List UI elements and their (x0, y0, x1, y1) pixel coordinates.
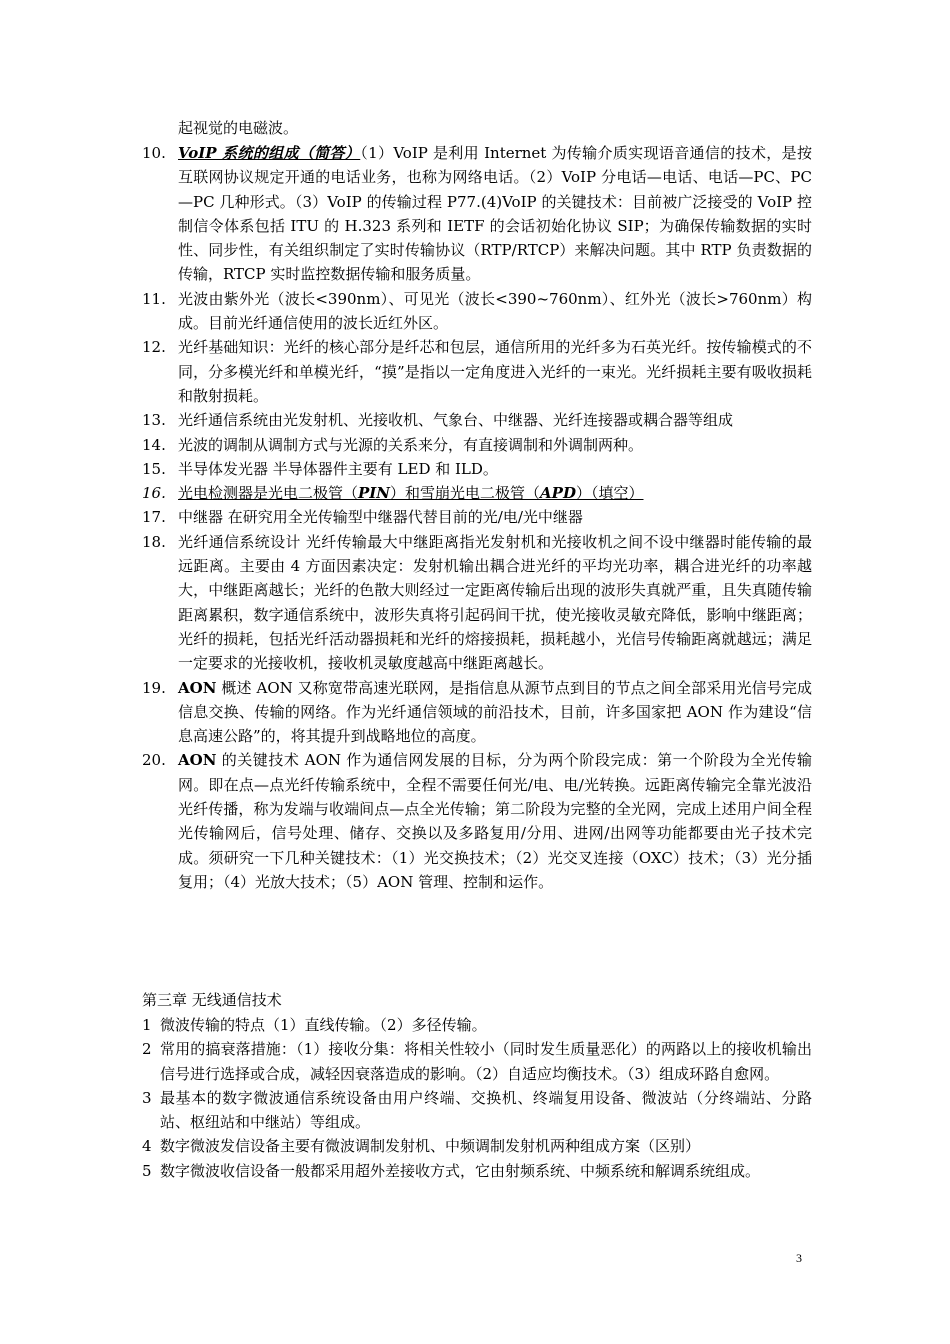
item-text: 最基本的数字微波通信系统设备由用户终端、交换机、终端复用设备、微波站（分终端站、分路站、枢纽站和中继站）等组成。 (160, 1088, 812, 1132)
item-number: 14. (142, 435, 166, 454)
list-item (142, 433, 812, 457)
item-text: 光纤基础知识：光纤的核心部分是纤芯和包层，通信所用的光纤多为石英光纤。按传输模式的不同，分多模光纤和单模光纤，“摸”是指以一定角度进入光纤的一束光。光纤损耗主要有吸收损耗和散射损耗。 (178, 338, 812, 405)
item-number: 12. (142, 338, 166, 357)
item-number: 4 (142, 1137, 152, 1156)
pin-term: PIN (358, 484, 391, 503)
item-number: 5 (142, 1161, 152, 1180)
item-text: 微波传输的特点（1）直线传输。（2）多径传输。 (160, 1016, 487, 1034)
item-text: 概述 AON 又称宽带高速光联网，是指信息从源节点到目的节点之间全部采用光信号完成信息交换、传输的网络。作为光纤通信领域的前沿技术，目前，许多国家把 AON 作为建设“信息高速公路”的，将其提升到战略地位的高度。 (178, 678, 812, 746)
item-number: 10. (142, 144, 166, 162)
page-number: 3 (796, 1251, 802, 1265)
item-heading: VoIP 系统的组成（简答） (178, 144, 361, 162)
list-item (142, 408, 812, 432)
item-heading: AON (178, 678, 217, 697)
list-item (142, 1086, 812, 1135)
item-number: 19. (142, 678, 166, 697)
list-item (142, 481, 812, 505)
item-text: 光纤通信系统设计 光纤传输最大中继距离指光发射机和光接收机之间不设中继器时能传输的最远距离。主要由 4 方面因素决定：发射机输出耦合进光纤的平均光功率，耦合进光纤的功率越大，中继距离越长；光纤的色散大则经过一定距离传输后出现的波形失真就严重，且失真随传输距离累积，数字通信系统中，波形失真将引起码间干扰，使光接收灵敏充降低，影响中继距离；光纤的损耗，包括光纤活动器损耗和光纤的熔接损耗，损耗越小，光信号传输距离就越远；满足一定要求的光接收机，接收机灵敏度越高中继距离越长。 (178, 532, 812, 673)
item-text: ）和雪崩光电二极管（ (390, 484, 541, 503)
item-text: （1）VoIP 是利用 Internet 为传输介质实现语音通信的技术，是按互联网协议规定开通的电话业务，也称为网络电话。（2）VoIP 分电话—电话、电话—PC、PC—PC 几种形式。（3）VoIP 的传输过程 P77.(4)VoIP 的关键技术：目前被广泛接受的 VoIP 控制信令体系包括 ITU 的 H.323 系列和 IETF 的会话初始化协议 SIP；为确保传输数据的实时性、同步性，有关组织制定了实时传输协议（RTP/RTCP）来解决问题。其中 RTP 负责数据的传输，RTCP 实时监控数据传输和服务质量。 (178, 144, 812, 284)
item-number: 1 (142, 1016, 152, 1034)
numbered-list (142, 141, 812, 894)
item-text: 光波的调制从调制方式与光源的关系来分，有直接调制和外调制两种。 (178, 435, 644, 454)
item-text: 的关键技术 AON 作为通信网发展的目标，分为两个阶段完成：第一个阶段为全光传输网。即在点—点光纤传输系统中，全程不需要任何光/电、电/光转换。远距离传输完全靠光波沿光纤传播，称为发端与收端间点—点全光传输；第二阶段为完整的全光网，完成上述用户间全程光传输网后，信号处理、储存、交换以及多路复用/分用、进网/出网等功能都要由光子技术完成。须研究一下几种关键技术：（1）光交换技术；（2）光交叉连接（OXC）技术；（3）光分插复用；（4）光放大技术；（5）AON 管理、控制和运作。 (178, 751, 812, 891)
item-text-underlined (178, 484, 644, 502)
item-text: 数字微波收信设备一般都采用超外差接收方式，它由射频系统、中频系统和解调系统组成。 (160, 1161, 761, 1180)
item-number: 2 (142, 1040, 152, 1059)
item-text: 光纤通信系统由光发射机、光接收机、气象台、中继器、光纤连接器或耦合器等组成 (178, 411, 734, 430)
list-item (142, 335, 812, 408)
list-item (142, 287, 812, 336)
item-text: 半导体发光器 半导体器件主要有 LED 和 ILD。 (178, 459, 498, 478)
list-item (142, 1159, 812, 1183)
apd-term: APD (540, 484, 576, 503)
item-number: 11. (142, 289, 166, 308)
list-item (142, 1013, 812, 1037)
item-number: 16. (142, 484, 166, 503)
list-item (142, 141, 812, 287)
item-text: 中继器 在研究用全光传输型中继器代替目前的光/电/光中继器 (178, 508, 583, 527)
item-number: 15. (142, 459, 166, 478)
item-number: 20. (142, 751, 166, 770)
item-text: 光波由紫外光（波长<390nm）、可见光（波长<390~760nm）、红外光（波长>760nm）构成。目前光纤通信使用的波长近红外区。 (178, 289, 812, 333)
list-item (142, 457, 812, 481)
list-item (142, 1037, 812, 1086)
continued-line: 起视觉的电磁波。 (178, 119, 299, 137)
item-text: 光电检测器是光电二极管（ (178, 484, 359, 503)
list-item (142, 1134, 812, 1158)
list-item (142, 748, 812, 894)
item-heading: AON (178, 751, 217, 770)
list-item (142, 530, 812, 676)
chapter-title: 第三章 无线通信技术 (142, 991, 282, 1009)
list-item (142, 676, 812, 749)
list-item (142, 505, 812, 529)
item-number: 3 (142, 1088, 152, 1107)
item-number: 17. (142, 508, 166, 527)
item-number: 13. (142, 411, 166, 430)
item-text: ）（填空） (575, 484, 644, 503)
item-number: 18. (142, 532, 166, 551)
item-text: 数字微波发信设备主要有微波调制发射机、中频调制发射机两种组成方案（区别） (160, 1137, 701, 1156)
chapter-list (142, 1013, 812, 1183)
item-text: 常用的搞衰落措施：（1）接收分集：将相关性较小（同时发生质量恶化）的两路以上的接收机输出信号进行选择或合成，减轻因衰落造成的影响。（2）自适应均衡技术。（3）组成环路自愈网。 (160, 1040, 812, 1083)
